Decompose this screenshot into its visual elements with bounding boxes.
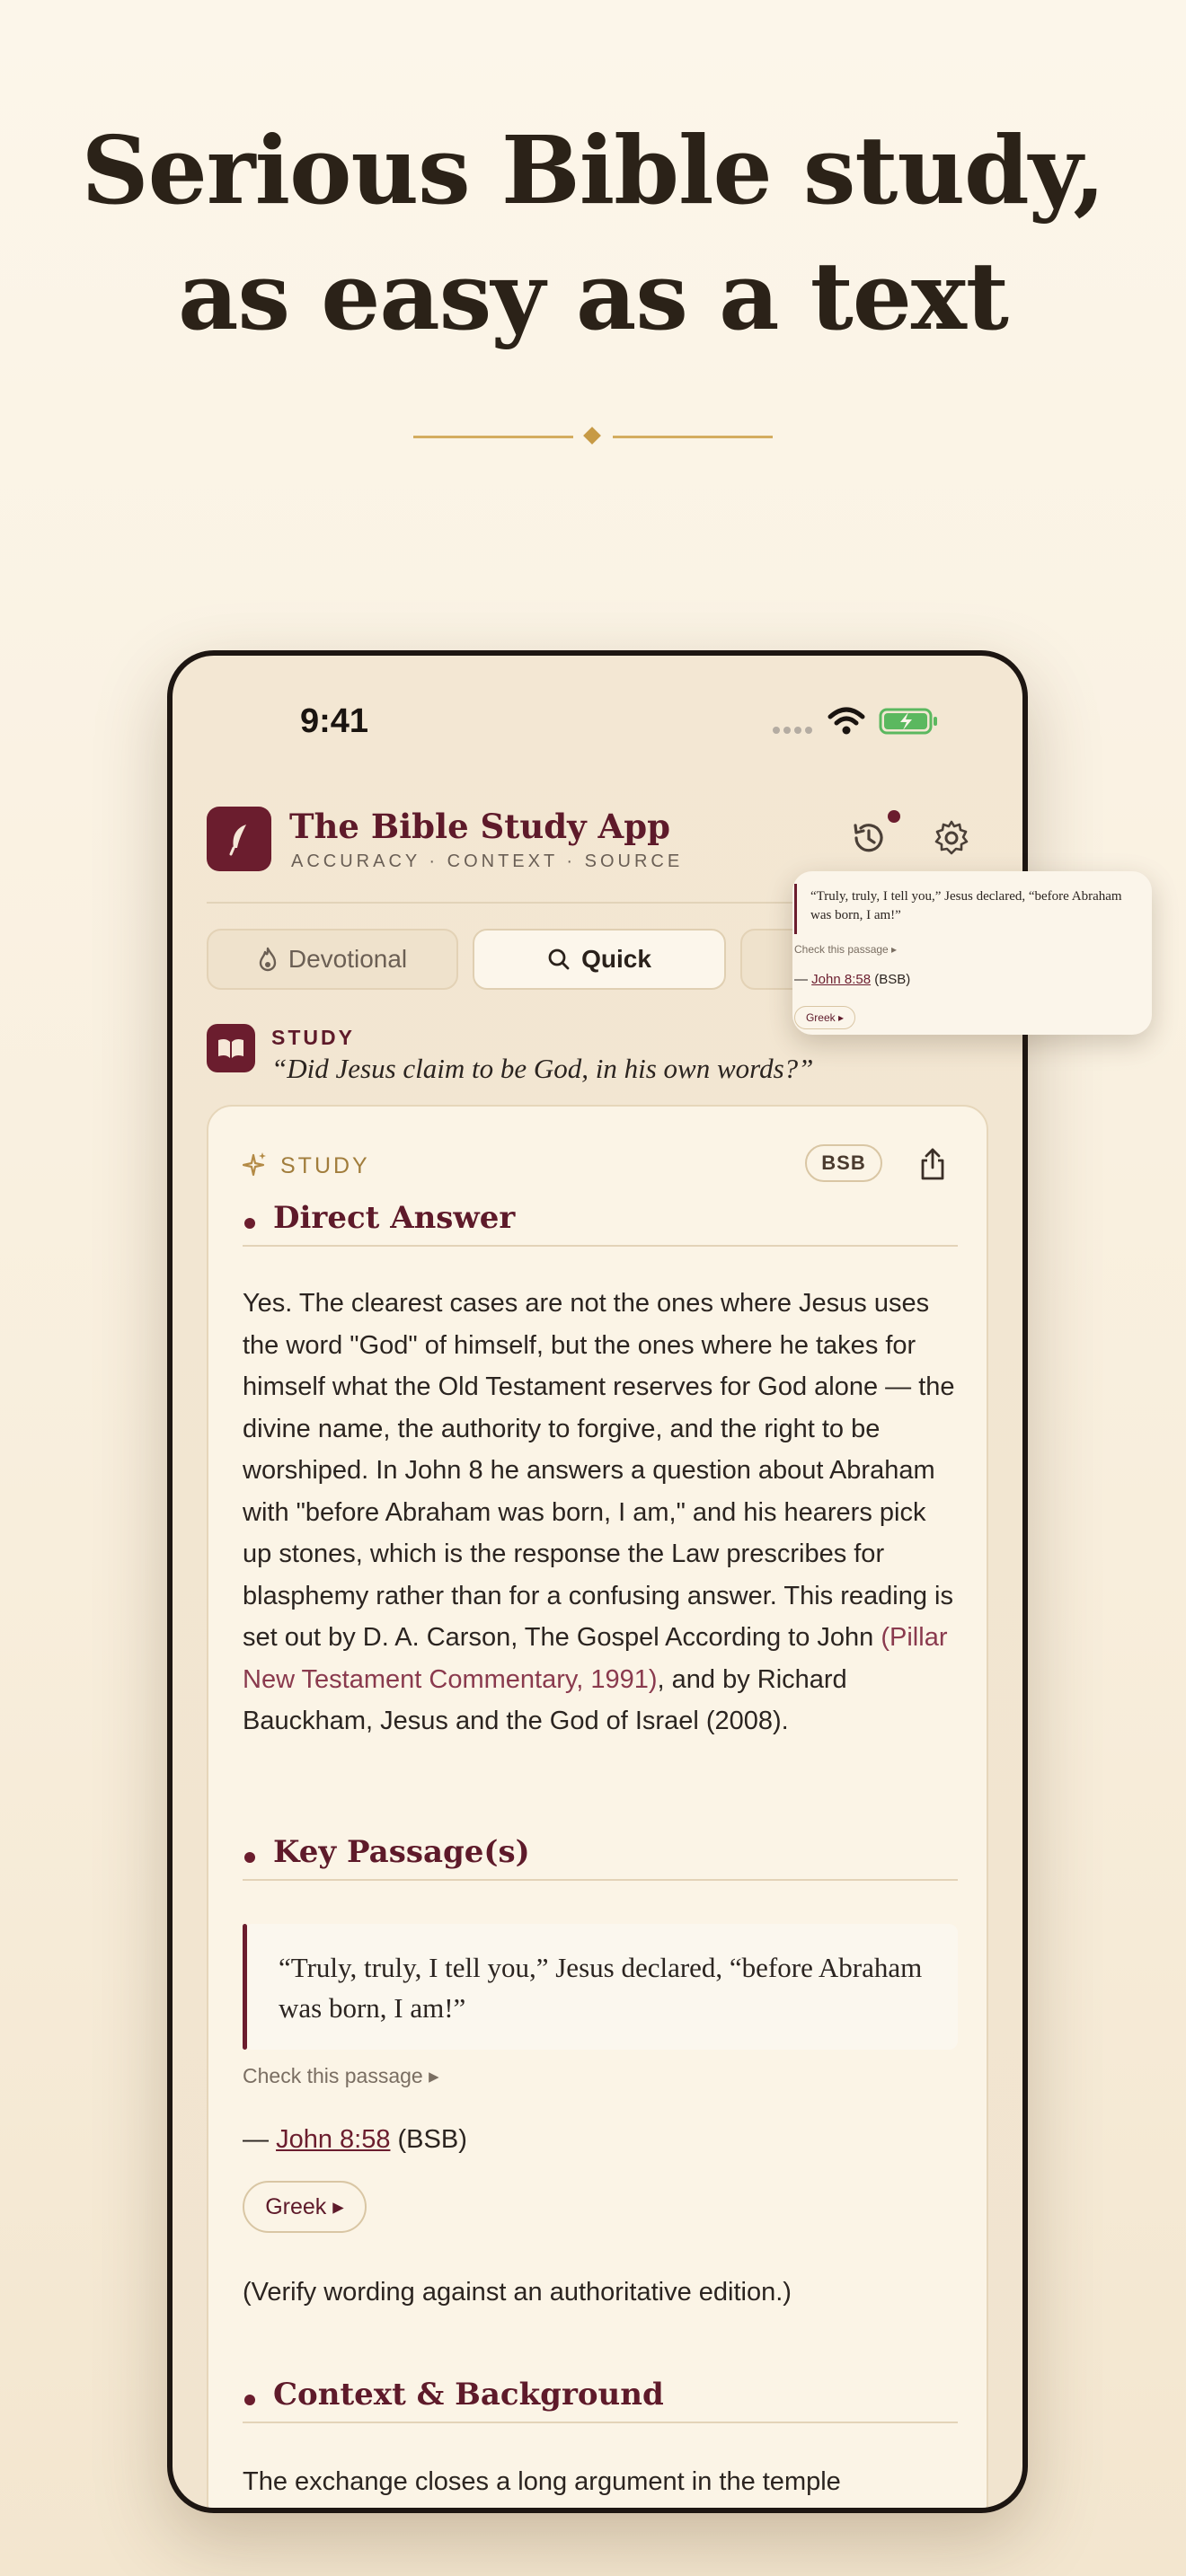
headline-line-1: Serious Bible study, <box>81 115 1105 225</box>
status-time: 9:41 <box>300 702 369 740</box>
diamond-icon <box>583 427 601 445</box>
share-icon[interactable] <box>916 1146 949 1182</box>
wifi-icon <box>827 706 866 737</box>
headline <box>0 108 1186 359</box>
citation-link[interactable]: (Pillar New Testament Commentary, 1991) <box>243 1623 948 1694</box>
tab-quick-label: Quick <box>581 945 651 973</box>
app-logo <box>207 807 271 871</box>
section-bullet <box>244 1218 255 1229</box>
tab-devotional-label: Devotional <box>288 945 408 973</box>
passage-quote <box>243 1924 958 2050</box>
quill-icon <box>223 821 255 857</box>
passage-popover[interactable] <box>792 871 1152 1035</box>
signal-icon <box>773 722 816 738</box>
section-direct-answer <box>243 1200 958 1247</box>
popover-greek-button[interactable]: Greek ▸ <box>794 1006 855 1029</box>
section-title-key-passages: Key Passage(s) <box>273 1834 530 1870</box>
tab-devotional[interactable] <box>207 929 458 990</box>
passage-reference: — John 8:58 (BSB) <box>243 2125 467 2154</box>
popover-quote: “Truly, truly, I tell you,” Jesus declared, “before Abraham was born, I am!” <box>810 889 1122 922</box>
tab-quick[interactable] <box>473 929 726 990</box>
notification-dot <box>888 810 900 823</box>
direct-answer-body: Yes. The clearest cases are not the ones where Jesus uses the word "God" of himself, but the ones where he takes for himself what the Old Testament reserves for God alone — the divine name, the authority to forgive, and the right to be worshiped. In John 8 he answers a question about Abraham with "before Abraham was born, I am," and his hearers pick up stones, which is the response the Law prescribes for blasphemy rather than for a confusing answer. This reading is set out by D. A. Carson, The Gospel According to John (Pillar New Testament Commentary, 1991), and by Richard Bauckham, Jesus and the God of Israel (2008). <box>243 1289 955 1735</box>
section-bullet <box>244 2395 255 2405</box>
verify-note: (Verify wording against an authoritative edition.) <box>243 2278 792 2307</box>
section-context <box>243 2377 958 2423</box>
app-title: The Bible Study App <box>289 807 670 846</box>
popover-check-passage[interactable]: Check this passage ▸ <box>794 943 898 956</box>
check-passage-link[interactable]: Check this passage ▸ <box>243 2064 439 2087</box>
answer-card <box>207 1105 988 2513</box>
open-book-icon <box>207 1024 255 1072</box>
ornament-divider <box>413 426 773 447</box>
section-bullet <box>244 1852 255 1863</box>
headline-line-2: as easy as a text <box>178 241 1008 351</box>
popover-reference-link[interactable]: John 8:58 <box>811 972 872 987</box>
study-kicker: STUDY <box>271 1026 355 1049</box>
context-body: The exchange closes a long argument in the temple <box>243 2467 841 2496</box>
section-title-direct-answer: Direct Answer <box>273 1200 516 1236</box>
translation-badge[interactable]: BSB <box>805 1144 882 1182</box>
flame-icon <box>258 947 278 972</box>
app-tagline: ACCURACY · CONTEXT · SOURCE <box>291 851 684 871</box>
search-icon <box>547 948 571 971</box>
popover-reference: — John 8:58 (BSB) <box>794 972 911 987</box>
history-icon[interactable] <box>848 817 890 859</box>
gear-icon[interactable] <box>933 819 970 857</box>
sparkle-icon <box>243 1151 268 1178</box>
greek-button[interactable]: Greek ▸ <box>243 2181 367 2233</box>
section-key-passages <box>243 1834 958 1881</box>
passage-quote-text: “Truly, truly, I tell you,” Jesus declared, “before Abraham was born, I am!” <box>279 1952 923 2024</box>
card-kicker: STUDY <box>280 1153 370 1178</box>
passage-reference-link[interactable]: John 8:58 <box>276 2125 391 2154</box>
battery-icon <box>879 708 940 735</box>
section-title-context: Context & Background <box>273 2377 664 2413</box>
study-question: “Did Jesus claim to be God, in his own words?” <box>271 1053 814 1084</box>
